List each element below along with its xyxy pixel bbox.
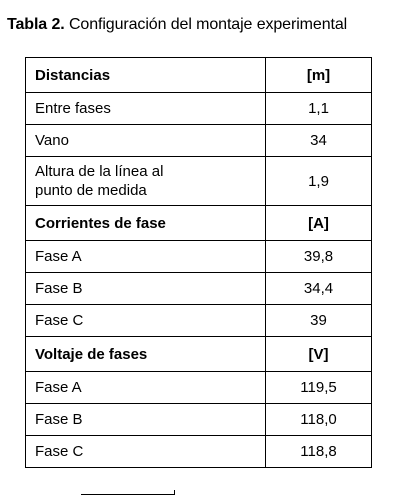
row-label: Fase C	[26, 305, 266, 337]
table-row	[26, 93, 372, 125]
row-value: 1,1	[266, 93, 372, 125]
section-header: Corrientes de fase	[26, 206, 266, 241]
table-row	[26, 436, 372, 468]
row-label: Fase B	[26, 273, 266, 305]
section-unit: [V]	[266, 337, 372, 372]
section-header: Voltaje de fases	[26, 337, 266, 372]
table-caption	[7, 16, 347, 34]
row-value: 34,4	[266, 273, 372, 305]
section-header-row	[26, 337, 372, 372]
caption-text: Configuración del montaje experimental	[68, 16, 348, 33]
section-header: Distancias	[26, 58, 266, 93]
table-row	[26, 125, 372, 157]
table-row	[26, 404, 372, 436]
table-row	[26, 273, 372, 305]
row-label: Vano	[26, 125, 266, 157]
row-value: 34	[266, 125, 372, 157]
row-label: Fase A	[26, 372, 266, 404]
section-header-row	[26, 206, 372, 241]
table-row	[26, 372, 372, 404]
row-value: 39,8	[266, 241, 372, 273]
row-label: Entre fases	[26, 93, 266, 125]
table-row	[26, 241, 372, 273]
row-label: Fase C	[26, 436, 266, 468]
section-header-row	[26, 58, 372, 93]
row-label: Altura de la línea al punto de medida	[26, 157, 266, 206]
caption-label: Tabla 2.	[7, 16, 65, 33]
footnote-separator-tick	[174, 490, 175, 495]
row-label: Fase A	[26, 241, 266, 273]
row-value: 118,0	[266, 404, 372, 436]
row-value: 119,5	[266, 372, 372, 404]
section-unit: [A]	[266, 206, 372, 241]
row-value: 1,9	[266, 157, 372, 206]
row-value: 118,8	[266, 436, 372, 468]
row-label: Fase B	[26, 404, 266, 436]
table-row	[26, 157, 372, 206]
section-unit: [m]	[266, 58, 372, 93]
table-row	[26, 305, 372, 337]
footnote-separator	[81, 494, 174, 495]
configuration-table	[25, 57, 372, 468]
row-value: 39	[266, 305, 372, 337]
